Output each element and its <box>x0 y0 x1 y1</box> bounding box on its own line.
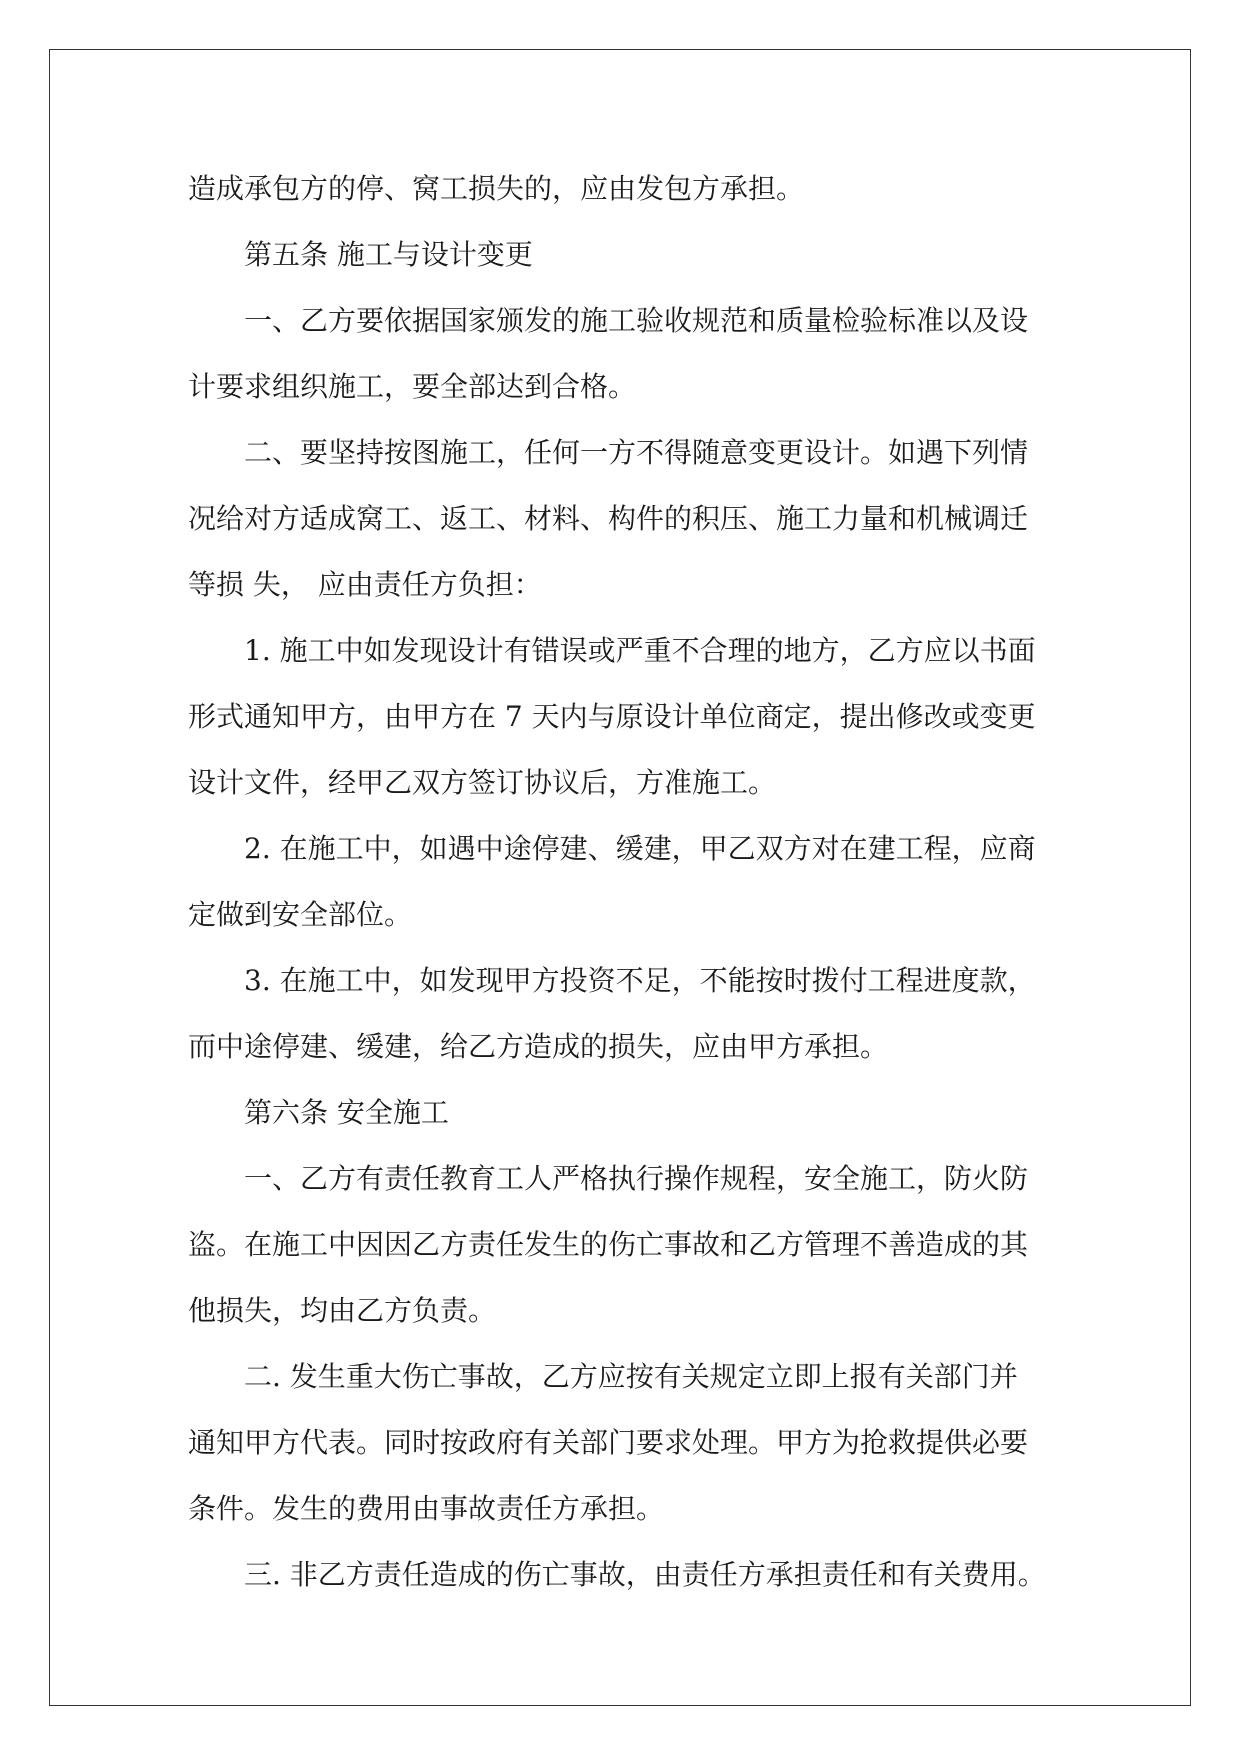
text-line: 盗。在施工中因因乙方责任发生的伤亡事故和乙方管理不善造成的其 <box>188 1228 1029 1261</box>
text-line: 2. 在施工中，如遇中途停建、缓建，甲乙双方对在建工程，应商 <box>244 832 1036 865</box>
text-line: 况给对方适成窝工、返工、材料、构件的积压、施工力量和机械调迁 <box>188 502 1029 535</box>
text-line: 二. 发生重大伤亡事故，乙方应按有关规定立即上报有关部门并 <box>244 1360 1018 1393</box>
text-line: 设计文件，经甲乙双方签订协议后，方准施工。 <box>188 766 777 799</box>
text-line: 等损 失， 应由责任方负担： <box>188 568 542 601</box>
text-line: 条件。发生的费用由事故责任方承担。 <box>188 1492 665 1525</box>
text-line: 定做到安全部位。 <box>188 898 413 931</box>
text-line: 他损失，均由乙方负责。 <box>188 1294 497 1327</box>
text-line: 造成承包方的停、窝工损失的，应由发包方承担。 <box>188 172 805 205</box>
text-line: 1. 施工中如发现设计有错误或严重不合理的地方，乙方应以书面 <box>244 634 1036 667</box>
text-line: 一、乙方要依据国家颁发的施工验收规范和质量检验标准以及设 <box>244 304 1029 337</box>
text-line: 形式通知甲方，由甲方在 7 天内与原设计单位商定，提出修改或变更 <box>188 700 1036 733</box>
document-body <box>188 156 1058 1608</box>
section-heading: 第五条 施工与设计变更 <box>244 238 533 271</box>
text-line: 3. 在施工中，如发现甲方投资不足，不能按时拨付工程进度款， <box>244 964 1036 997</box>
text-line: 通知甲方代表。同时按政府有关部门要求处理。甲方为抢救提供必要 <box>188 1426 1029 1459</box>
text-line: 一、乙方有责任教育工人严格执行操作规程，安全施工，防火防 <box>244 1162 1029 1195</box>
text-line: 计要求组织施工，要全部达到合格。 <box>188 370 637 403</box>
text-line: 三. 非乙方责任造成的伤亡事故，由责任方承担责任和有关费用。 <box>244 1558 1046 1591</box>
text-line: 而中途停建、缓建，给乙方造成的损失，应由甲方承担。 <box>188 1030 889 1063</box>
section-heading: 第六条 安全施工 <box>244 1096 449 1129</box>
text-line: 二、要坚持按图施工，任何一方不得随意变更设计。如遇下列情 <box>244 436 1029 469</box>
